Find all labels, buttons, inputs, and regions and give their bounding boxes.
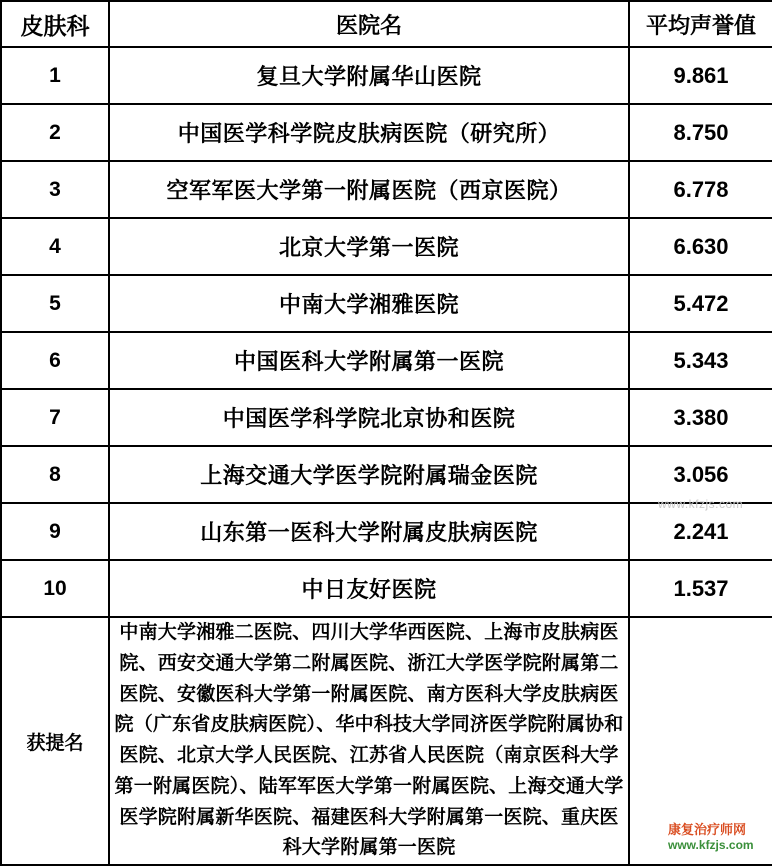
rank-value: 6 (1, 332, 109, 389)
mention-hospital-list: 中南大学湘雅二医院、四川大学华西医院、上海市皮肤病医院、西安交通大学第二附属医院、浙江大学医学院附属第二医院、安徽医科大学第一附属医院、南方医科大学皮肤病医院（广东省皮肤病医院）、华中科技大学同济医学院附属协和医院、北京大学人民医院、江苏省人民医院（南京医科大学第一附属医院）、陆军军医大学第一附属医院、上海交通大学医学院附属新华医院、福建医科大学附属第一医院、重庆医科大学附属第一医院 (109, 617, 629, 865)
table-body (1, 47, 772, 865)
rank-value: 1 (1, 47, 109, 104)
hospital-name: 空军军医大学第一附属医院（西京医院） (109, 161, 629, 218)
table-row (1, 560, 772, 617)
rank-value: 9 (1, 503, 109, 560)
column-header-hospital: 医院名 (109, 1, 629, 47)
watermark-top: www.kfzjs.com (658, 497, 744, 511)
table-header-row (1, 1, 772, 47)
table-row (1, 161, 772, 218)
hospital-name: 中国医学科学院皮肤病医院（研究所） (109, 104, 629, 161)
hospital-name: 山东第一医科大学附属皮肤病医院 (109, 503, 629, 560)
score-value: 3.380 (629, 389, 772, 446)
rank-value: 3 (1, 161, 109, 218)
hospital-name: 中南大学湘雅医院 (109, 275, 629, 332)
hospital-name: 复旦大学附属华山医院 (109, 47, 629, 104)
table-row (1, 332, 772, 389)
score-value: 9.861 (629, 47, 772, 104)
hospital-name: 上海交通大学医学院附属瑞金医院 (109, 446, 629, 503)
table-row (1, 389, 772, 446)
table-row (1, 104, 772, 161)
hospital-name: 北京大学第一医院 (109, 218, 629, 275)
hospital-name: 中日友好医院 (109, 560, 629, 617)
hospital-name: 中国医学科学院北京协和医院 (109, 389, 629, 446)
rank-value: 5 (1, 275, 109, 332)
rank-value: 10 (1, 560, 109, 617)
table-row-mention (1, 617, 772, 865)
watermark-site-name: 康复治疗师网 (668, 822, 747, 837)
mention-label: 获提名 (1, 617, 109, 865)
column-header-score: 平均声誉值 (629, 1, 772, 47)
mention-score-empty (629, 617, 772, 865)
table-row (1, 275, 772, 332)
rank-value: 4 (1, 218, 109, 275)
table-row (1, 446, 772, 503)
column-header-department: 皮肤科 (1, 1, 109, 47)
score-value: 6.630 (629, 218, 772, 275)
score-value: 5.472 (629, 275, 772, 332)
score-value: 8.750 (629, 104, 772, 161)
hospital-name: 中国医科大学附属第一医院 (109, 332, 629, 389)
rank-value: 7 (1, 389, 109, 446)
table-header (1, 1, 772, 47)
table-row (1, 503, 772, 560)
watermark-site-url: www.kfzjs.com (668, 838, 754, 853)
table-row (1, 47, 772, 104)
score-value: 3.056 (629, 446, 772, 503)
rank-value: 8 (1, 446, 109, 503)
score-value: 6.778 (629, 161, 772, 218)
rank-value: 2 (1, 104, 109, 161)
score-value: 2.241 (629, 503, 772, 560)
table-row (1, 218, 772, 275)
score-value: 5.343 (629, 332, 772, 389)
score-value: 1.537 (629, 560, 772, 617)
